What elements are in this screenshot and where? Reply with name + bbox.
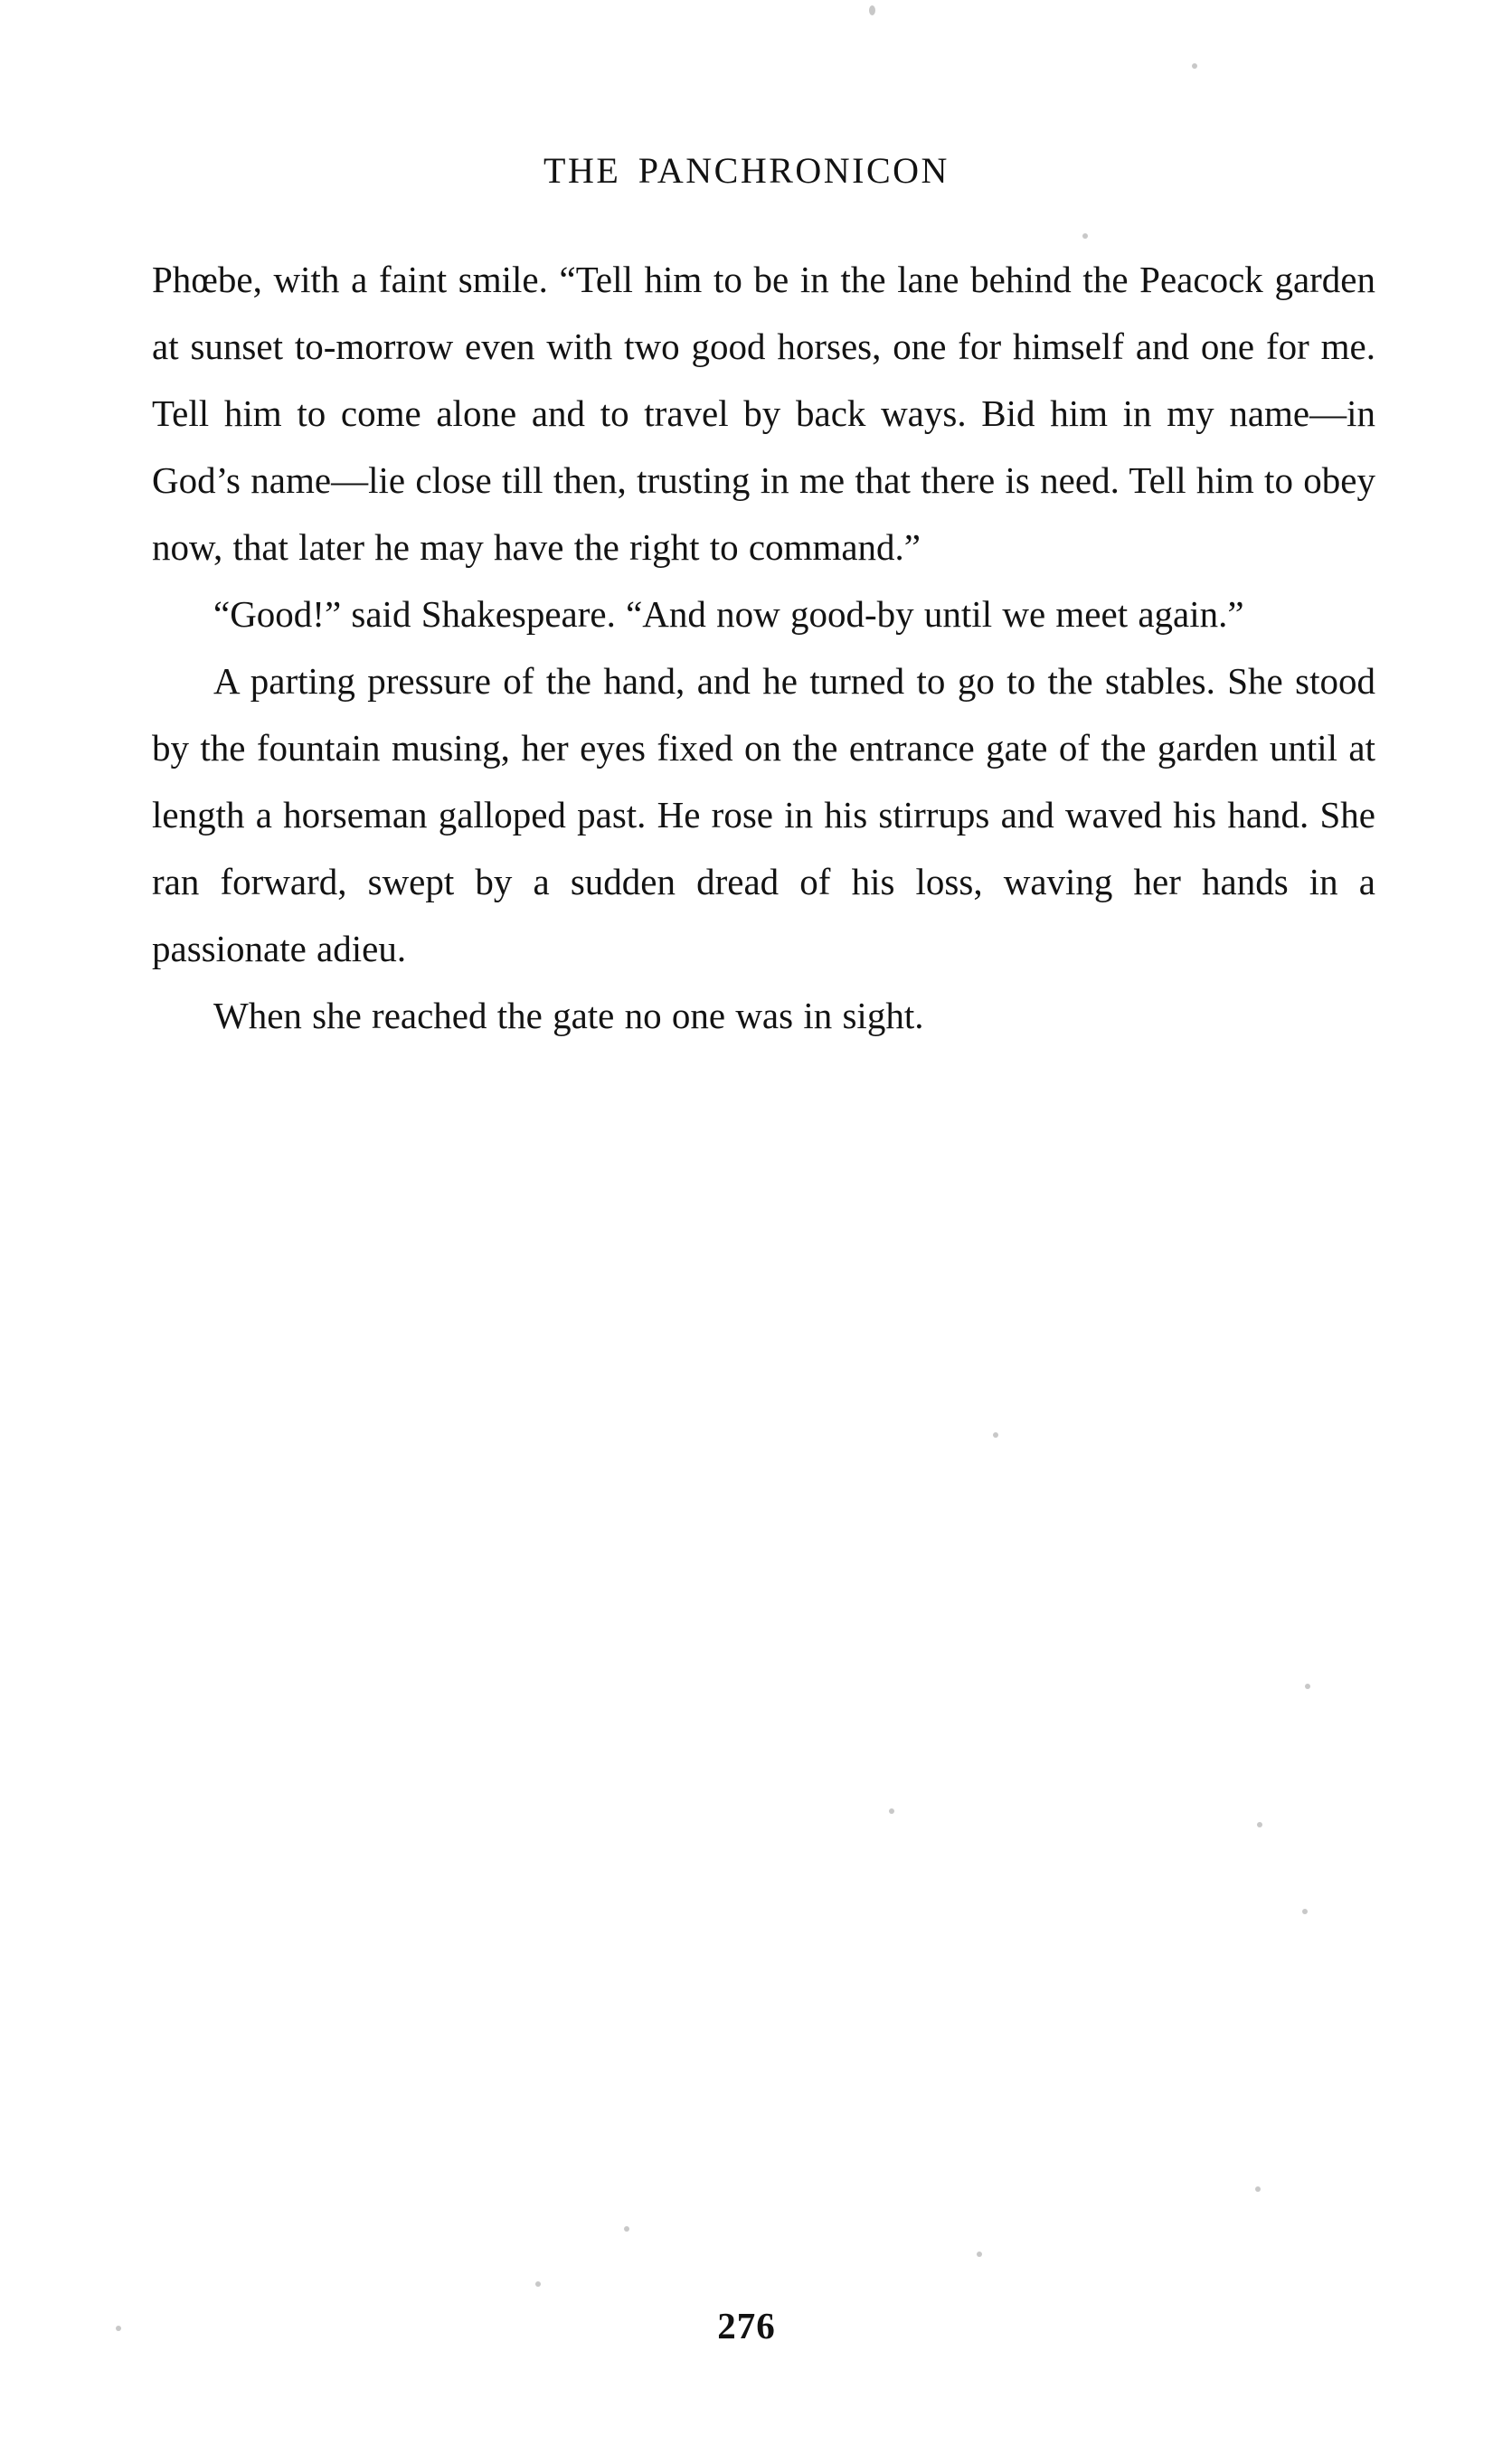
page-number: 276 <box>717 2305 776 2346</box>
scan-speckle <box>1192 63 1197 69</box>
scan-speckle <box>993 1432 998 1438</box>
paragraph: A parting pressure of the hand, and he turned to go to the stables. She stood by the fountain musing, her eyes fixed on the entrance gate of the garden until at length a horseman galloped past. He rose in his stirrups and waved his hand. She ran forward, swept by a sudden dread of his loss, waving her hands in a passionate adieu. <box>152 660 1375 969</box>
paragraph: Phœbe, with a faint smile. “Tell him to be in the lane behind the Peacock garden at sunset to-morrow even with two good horses, one for himself and one for me. Tell him to come alone and to travel by back ways. Bid him in my name—in God’s name—lie close till then, trusting in me that there is need. Tell him to obey now, that later he may have the right to command.” <box>152 259 1375 568</box>
scan-speckle <box>869 5 875 15</box>
running-head: THE PANCHRONICON <box>543 150 950 191</box>
scan-speckle <box>1082 233 1088 239</box>
scan-speckle <box>1255 2186 1261 2192</box>
scan-speckle <box>116 2326 121 2331</box>
scan-speckle <box>889 1808 894 1814</box>
scan-speckle <box>977 2252 982 2257</box>
paragraph: “Good!” said Shakespeare. “And now good-by until we meet again.” <box>213 593 1244 635</box>
scan-speckle <box>624 2226 629 2232</box>
scan-speckle <box>1257 1822 1262 1827</box>
scan-speckle <box>1302 1909 1308 1914</box>
body-text <box>152 246 1375 1049</box>
scan-speckle <box>1305 1684 1310 1689</box>
paragraph: When she reached the gate no one was in sight. <box>213 995 924 1036</box>
scan-speckle <box>535 2281 541 2287</box>
